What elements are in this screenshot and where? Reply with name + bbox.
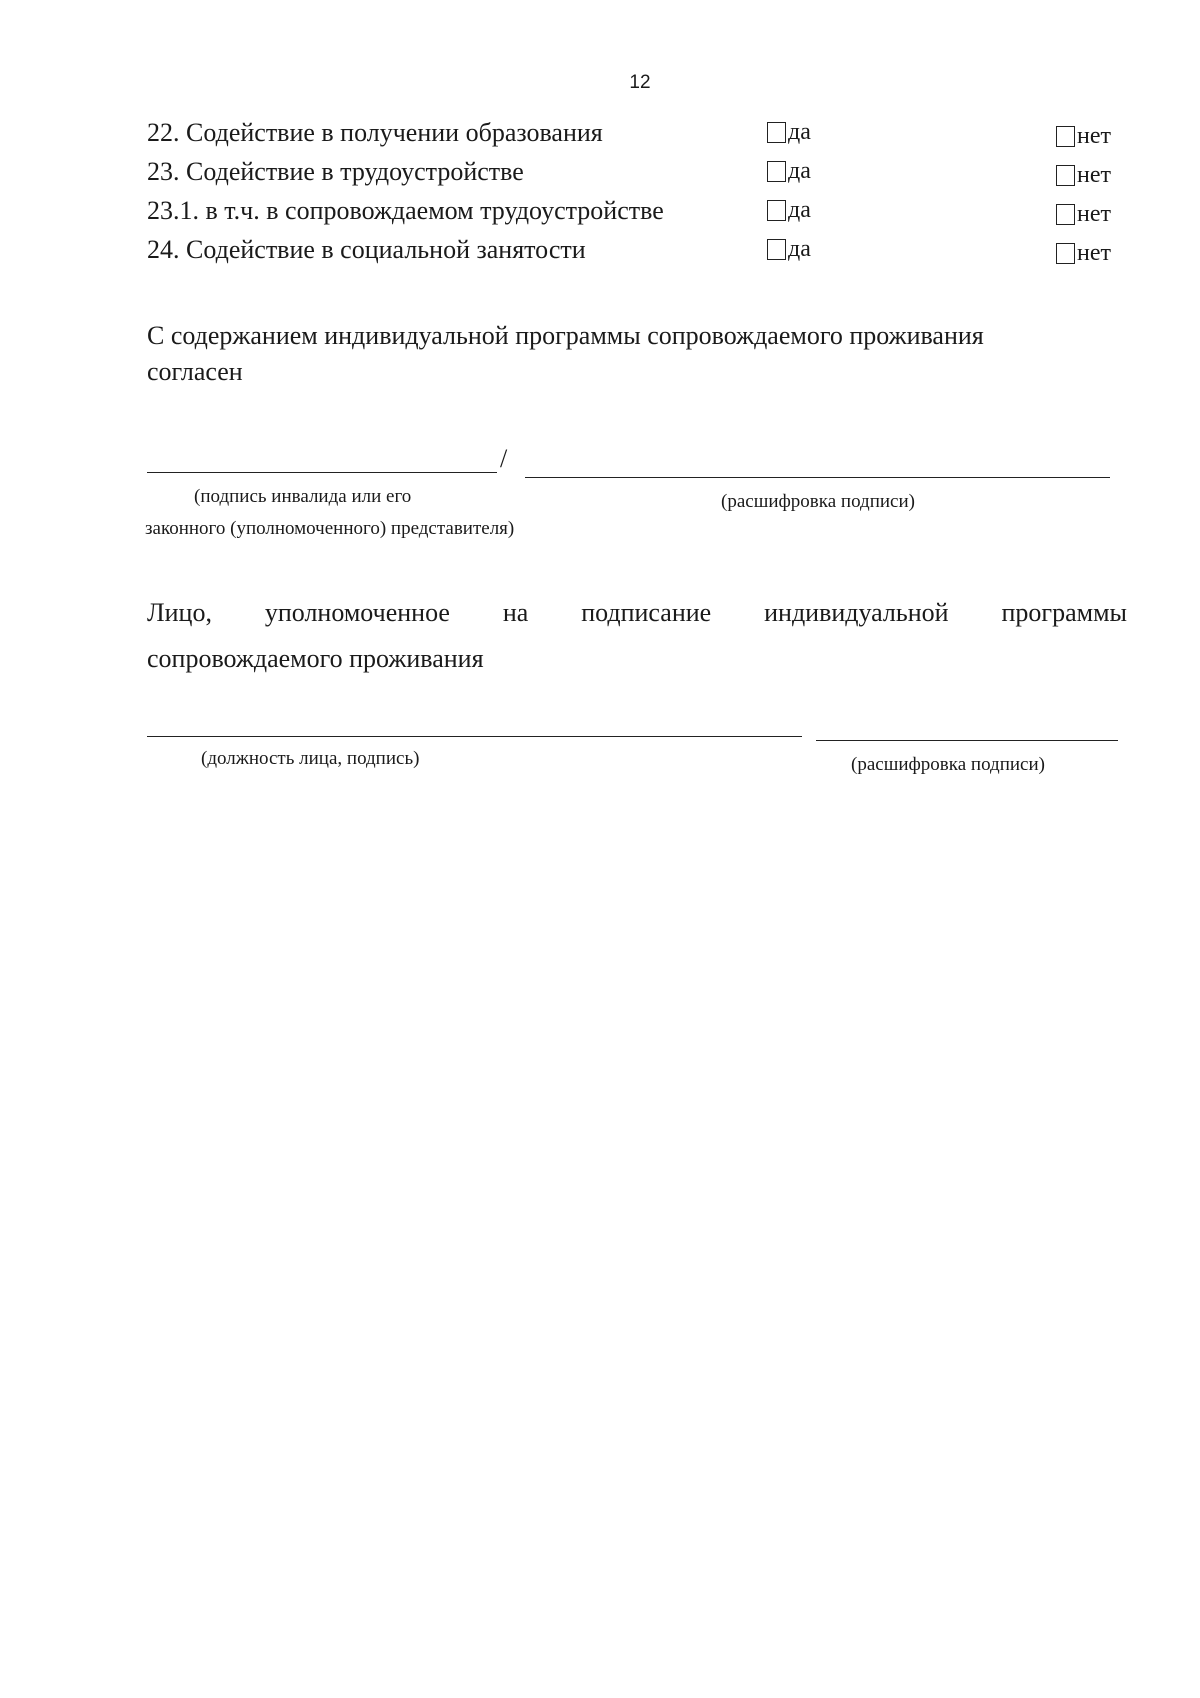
page-number: 12 <box>629 72 651 93</box>
position-signature-line[interactable] <box>147 736 802 737</box>
item-row-23-1 <box>147 196 1137 236</box>
signature-decryption-line-2[interactable] <box>816 740 1118 741</box>
decryption-caption: (расшифровка подписи) <box>851 754 1045 775</box>
signature-decryption-line[interactable] <box>525 477 1110 478</box>
item-label: 23.1. в т.ч. в сопровождаемом трудоустройстве <box>147 196 664 225</box>
signature-caption-left-2: законного (уполномоченного) представителя) <box>145 518 515 539</box>
checkbox-icon[interactable] <box>1056 243 1075 264</box>
no-option[interactable] <box>1056 241 1111 265</box>
authorized-person-statement <box>147 590 1127 682</box>
checkbox-icon[interactable] <box>1056 126 1075 147</box>
no-label: нет <box>1077 123 1111 149</box>
consent-statement <box>147 318 1047 390</box>
checkbox-icon[interactable] <box>767 161 786 182</box>
checkbox-icon[interactable] <box>767 122 786 143</box>
no-option[interactable] <box>1056 202 1111 226</box>
authorized-line-1 <box>147 590 1127 636</box>
item-label: 24. Содействие в социальной занятости <box>147 235 586 264</box>
no-label: нет <box>1077 240 1111 266</box>
item-row-22 <box>147 118 1137 158</box>
no-option[interactable] <box>1056 124 1111 148</box>
consent-line-1: С содержанием индивидуальной программы сопровождаемого проживания <box>147 321 984 350</box>
no-label: нет <box>1077 201 1111 227</box>
authorized-word: программы <box>1001 598 1127 627</box>
yes-label: да <box>788 236 811 262</box>
authorized-line-2: сопровождаемого проживания <box>147 644 484 673</box>
yes-label: да <box>788 158 811 184</box>
yes-option[interactable] <box>767 198 811 222</box>
item-label: 22. Содействие в получении образования <box>147 118 603 147</box>
yes-option[interactable] <box>767 159 811 183</box>
checkbox-icon[interactable] <box>767 239 786 260</box>
yes-label: да <box>788 119 811 145</box>
signature-separator: / <box>500 444 508 473</box>
signature-caption-left-1: (подпись инвалида или его <box>194 486 412 507</box>
no-option[interactable] <box>1056 163 1111 187</box>
authorized-word: Лицо, <box>147 598 212 627</box>
checkbox-icon[interactable] <box>767 200 786 221</box>
yes-label: да <box>788 197 811 223</box>
authorized-word: уполномоченное <box>264 598 450 627</box>
item-label: 23. Содействие в трудоустройстве <box>147 157 524 186</box>
yes-option[interactable] <box>767 237 811 261</box>
signature-caption-right: (расшифровка подписи) <box>721 491 915 512</box>
no-label: нет <box>1077 162 1111 188</box>
signature-line[interactable] <box>147 472 497 473</box>
checkbox-icon[interactable] <box>1056 204 1075 225</box>
checkbox-icon[interactable] <box>1056 165 1075 186</box>
consent-line-2: согласен <box>147 357 243 386</box>
authorized-word: на <box>502 598 529 627</box>
item-row-23 <box>147 157 1137 197</box>
yes-option[interactable] <box>767 120 811 144</box>
item-row-24 <box>147 235 1137 275</box>
position-caption: (должность лица, подпись) <box>201 748 420 769</box>
authorized-word: индивидуальной <box>764 598 949 627</box>
authorized-word: подписание <box>581 598 712 627</box>
